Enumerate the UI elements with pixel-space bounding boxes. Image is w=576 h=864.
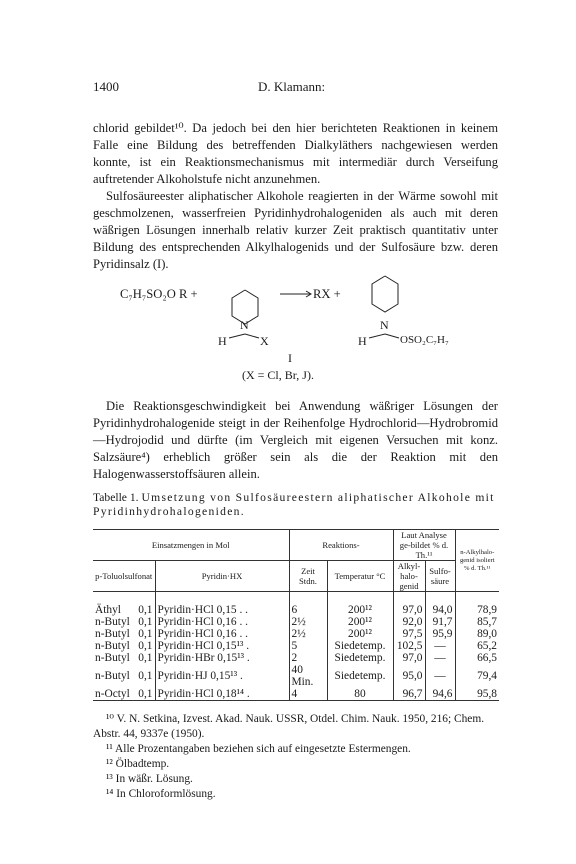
table-row: n-Butyl 0,1 Pyridin·HCl 0,16 . . 2½ 200¹² 92,0 91,7 85,7 [95, 615, 497, 628]
page-number: 1400 [93, 79, 119, 94]
header-alkylhalogenid-isoliert: n-Alkylhalo-genid isoliert % d. Th.¹¹ [455, 530, 499, 592]
paragraph-3: Die Reaktionsgeschwindigkeit bei Anwendung wäßriger Lösungen der Pyridinhydrohalogenide steigt in der Reihenfolge Hydrochlorid—Hydrobromid—Hydrojodid und dürfte (im Vergleich mit eigenen Versuchen mit konz. Salzsäure⁴) erheblich größer sein als die der Reaktion mit den Halogenwasserstoffsäuren allein. [93, 399, 498, 482]
left-n-h-bond [229, 334, 245, 338]
right-h-label: H [358, 334, 367, 348]
right-n-o-bond [385, 334, 399, 338]
table-row: Äthyl 0,1 Pyridin·HCl 0,15 . . 6 200¹² 97,0 94,0 78,9 [95, 603, 497, 616]
table-row: n-Butyl 0,1 Pyridin·HCl 0,16 . . 2½ 200¹² 97,5 95,9 89,0 [95, 627, 497, 640]
table-row: n-Butyl 0,1 Pyridin·HBr 0,15¹³ . 2 Siedetemp. 97,0 — 66,5 [95, 651, 497, 664]
product-formula: RX + [313, 287, 341, 301]
left-h-label: H [218, 334, 227, 348]
right-pyridine-ring [372, 276, 398, 312]
left-n-label: N [240, 318, 249, 332]
right-n-h-bond [369, 334, 385, 338]
footnote-13: ¹³ In wäßr. Lösung. [106, 773, 193, 785]
header-einsatzmengen: Einsatzmengen in Mol [151, 540, 230, 550]
col-temperatur: Temperatur °C [327, 561, 393, 592]
left-x-label: X [260, 334, 269, 348]
col-p-toluolsulfonat: p-Toluolsulfonat [95, 571, 153, 581]
right-n-label: N [380, 318, 389, 332]
scheme-legend: (X = Cl, Br, J). [242, 368, 314, 382]
table-caption [93, 491, 498, 519]
table-caption-text: Umsetzung von Sulfosäureestern aliphatischer Alkohole mit Pyridinhydrohalogeniden. [93, 491, 495, 518]
col-pyridin-hx: Pyridin·HX [155, 561, 289, 592]
table-caption-prefix: Tabelle 1. [93, 491, 139, 504]
table-row: n-Octyl 0,1 Pyridin·HCl 0,18¹⁴ . 4 80 96,7 94,6 95,8 [95, 687, 497, 700]
col-sulfosaeure: Sulfo-säure [425, 561, 455, 592]
pyridine-ring-drawings [215, 268, 515, 344]
results-table [93, 529, 499, 701]
paragraph-2: Sulfosäureester aliphatischer Alkohole reagierten in der Wärme sowohl mit geschmolzenen, wasserfreien Pyridinhydrohalogeniden als auch mit deren wäßrigen Lösungen innerhalb relativ kurzer Zeit praktisch quantitativ unter Bildung des entsprechenden Alkylhalogenids und der Sulfosäure bzw. deren Pyridinsalz (I). [93, 189, 498, 272]
footnote-14: ¹⁴ In Chloroformlösung. [106, 788, 216, 800]
col-zeit: Zeit Stdn. [289, 561, 327, 592]
paragraph-1: chlorid gebildet¹⁰. Da jedoch bei den hier berichteten Reaktionen in keinem Falle eine Bildung des betreffenden Dialkyläthers nachgewiesen werden konnte, ist ein Reaktionsmechanismus mit intermediär durch Verseifung auftretender Alkoholstufe nicht anzunehmen. [93, 121, 498, 187]
right-substituent-label: OSO₂C₇H₇ [400, 334, 449, 346]
footnote-12: ¹² Ölbadtemp. [106, 758, 170, 770]
table-row: n-Butyl 0,1 Pyridin·HJ 0,15¹³ . 40 Min. Siedetemp. 95,0 — 79,4 [95, 663, 497, 688]
left-n-x-bond [245, 334, 259, 338]
header-laut-analyse: Laut Analyse ge-bildet % d. Th.¹¹ [393, 530, 455, 561]
header-reaktions: Reaktions- [289, 530, 393, 561]
footnote-11: ¹¹ Alle Prozentangaben beziehen sich auf eingesetzte Estermengen. [106, 743, 411, 755]
table-row: n-Butyl 0,1 Pyridin·HCl 0,15¹³ . 5 Siedetemp. 102,5 — 65,2 [95, 639, 497, 652]
compound-label: I [288, 351, 292, 365]
footnote-10: ¹⁰ V. N. Setkina, Izvest. Akad. Nauk. USSR, Otdel. Chim. Nauk. 1950, 216; Chem. Abstr. 44, 9337e (1950). [93, 713, 485, 740]
reactant-formula: C₇H₇SO₂O R + [120, 287, 198, 301]
running-header-author: D. Klamann: [258, 79, 326, 94]
reaction-arrow [280, 291, 311, 297]
col-alkylhalogenid: Alkyl-halo-genid [393, 561, 425, 592]
